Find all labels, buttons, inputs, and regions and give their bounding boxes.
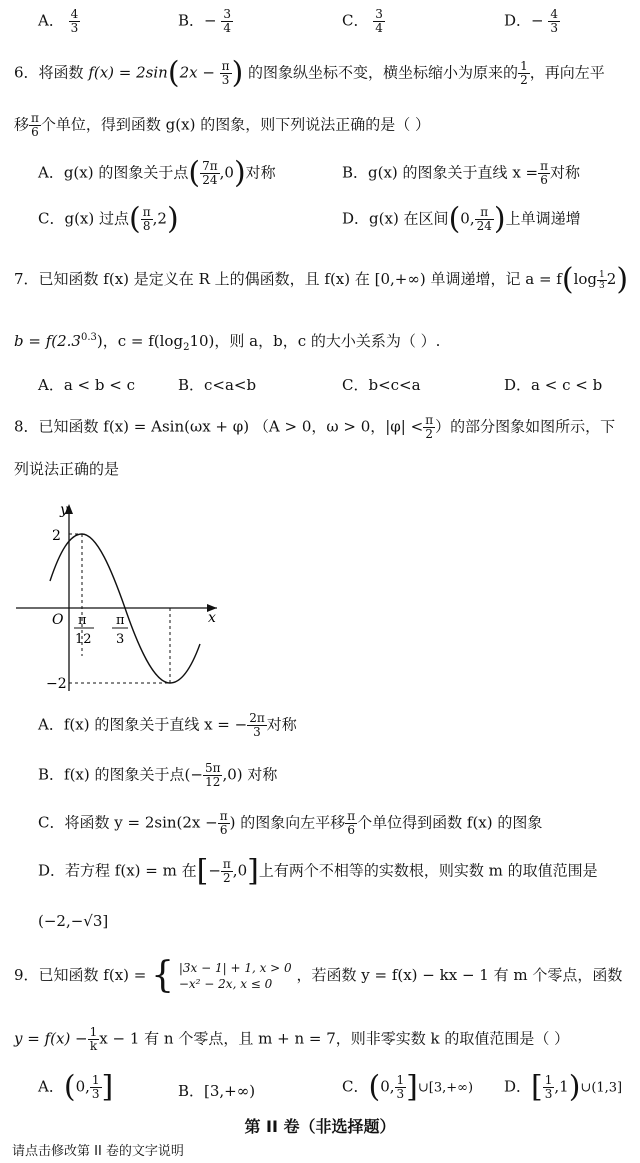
q8-option-c: C．将函数 y = 2sin(2x − $\frac{\pi}{6}$ ) 的图象向左平移 $\frac{\pi}{6}$ 个单位得到函数 f(x) 的图象 xyxy=(38,809,543,837)
q9-option-d: D．[ $\frac{1}{3}$ ,1)∪(1,3] xyxy=(504,1069,623,1105)
y-min-label: −2 xyxy=(46,676,67,692)
y-max-label: 2 xyxy=(52,528,61,544)
q8-graph xyxy=(12,496,222,696)
q6-option-a: A．g(x) 的图象关于点( $\frac{7\pi}{24}$ ,0)对称 xyxy=(38,155,276,191)
q6-option-c: C．g(x) 过点( $\frac{\pi}{8}$ ,2) xyxy=(38,201,179,237)
q9-line1: 9．已知函数 f(x) = { |3x − 1| + 1, x > 0 −x² − 2x, x ≤ 0 ，若函数 y = f(x) − kx − 1 有 m 个零点，函数 xyxy=(14,955,623,996)
q6-line2: 移 $\frac{\pi}{6}$ 个单位，得到函数 g(x) 的图象，则下列说法正确的是（ ） xyxy=(14,111,430,139)
q9-option-b: B．[3,+∞) xyxy=(178,1082,256,1100)
q7-option-c: C．b<c<a xyxy=(342,376,421,394)
q7-line2: $b = f(2.3^{0.3})$，$c = f(\log_210)$，则 a，b，c 的大小关系为（ ）. xyxy=(14,332,441,353)
section-note[interactable]: 请点击修改第 II 卷的文字说明 xyxy=(12,1144,184,1159)
q6-line1: 6．将函数 f(x) = 2sin(2x − $\frac{\pi}{3}$ ) 的图象纵坐标不变，横坐标缩小为原来的 $\frac{1}{2}$ ，再向左平 xyxy=(14,55,605,91)
q9-case1: |3x − 1| + 1, x > 0 xyxy=(178,961,292,975)
q9-case2: −x² − 2x, x ≤ 0 xyxy=(178,977,273,991)
q5-option-b: B．− $\frac{3}{4}$ xyxy=(178,7,232,35)
q7-option-d: D．a < c < b xyxy=(504,376,603,394)
q5-option-a: A． $\frac{4}{3}$ xyxy=(38,7,79,35)
q5-option-c: C． $\frac{3}{4}$ xyxy=(342,7,383,35)
q7-option-a: A．a < b < c xyxy=(38,376,135,394)
tick1-den: 12 xyxy=(75,632,92,647)
q9-line2: y = f(x) − $\frac{1}{k}$ x − 1 有 n 个零点，且 m + n = 7，则非零实数 k 的取值范围是（ ） xyxy=(14,1025,570,1053)
q6-option-d: D．g(x) 在区间(0, $\frac{\pi}{24}$ )上单调递增 xyxy=(342,201,581,237)
q5-option-d: D．− $\frac{4}{3}$ xyxy=(504,7,559,35)
q8-option-b: B．f(x) 的图象关于点(− $\frac{5\pi}{12}$ ,0) 对称 xyxy=(38,761,278,789)
q7-option-b: B．c<a<b xyxy=(178,376,257,394)
q9-option-a: A．(0, $\frac{1}{3}$ ] xyxy=(38,1069,114,1105)
q8-option-d-range: (−2,−√3] xyxy=(38,912,109,930)
section-title: 第 II 卷（非选择题） xyxy=(244,1117,396,1136)
q6-option-b: B．g(x) 的图象关于直线 x = $\frac{\pi}{6}$ 对称 xyxy=(342,159,581,187)
tick2-num: π xyxy=(116,613,125,628)
q8-line1: 8．已知函数 f(x) = Asin(ωx + φ) （A > 0，ω > 0，|φ| < $\frac{\pi}{2}$ ）的部分图象如图所示，下 xyxy=(14,413,616,441)
y-label: y xyxy=(60,502,68,518)
q8-line2: 列说法正确的是 xyxy=(14,460,120,478)
tick1-num: π xyxy=(78,613,87,628)
q9-option-c: C．(0, $\frac{1}{3}$ ]∪[3,+∞) xyxy=(342,1069,474,1105)
q8-option-d: D．若方程 f(x) = m 在[− $\frac{\pi}{2}$ ,0]上有两个不相等的实数根，则实数 m 的取值范围是 xyxy=(38,853,598,889)
q8-option-a: A．f(x) 的图象关于直线 x = − $\frac{2\pi}{3}$ 对称 xyxy=(38,711,297,739)
x-label: x xyxy=(208,610,216,626)
tick2-den: 3 xyxy=(116,632,125,647)
q7-line1: 7．已知函数 f(x) 是定义在 R 上的偶函数，且 f(x) 在 [0,+∞) 单调递增，记 a = f(log $\frac{1}{3}$ 2) xyxy=(14,262,629,297)
origin-label: O xyxy=(52,612,64,628)
